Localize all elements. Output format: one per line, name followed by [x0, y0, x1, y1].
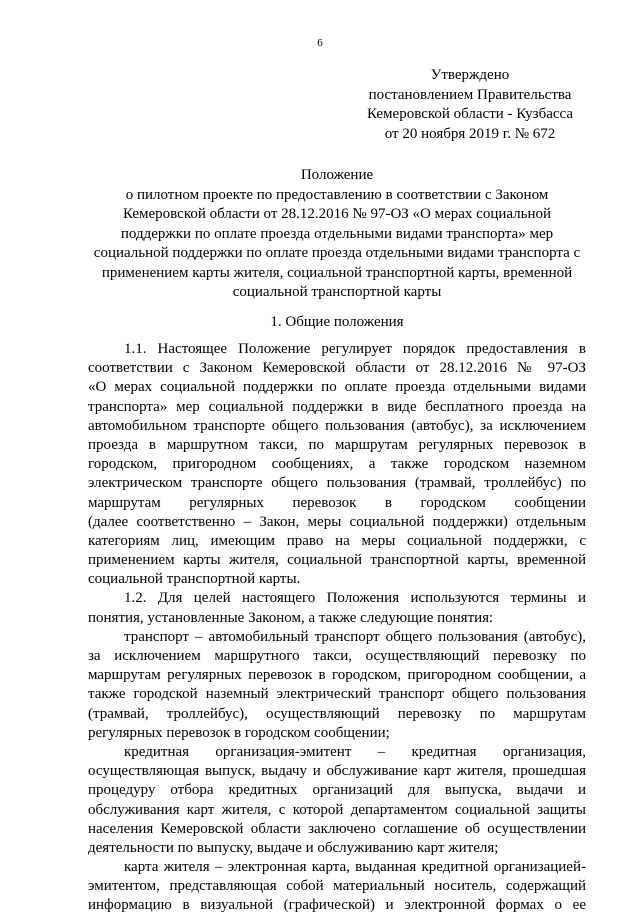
paragraph-line: автомобильном транспорте общего пользования (автобус), за исключением: [88, 417, 586, 434]
page-number: 6: [317, 37, 323, 49]
paragraph-line: (трамвай, троллейбус), осуществляющий перевозку по маршрутам: [88, 705, 586, 722]
approval-line: Утверждено: [430, 67, 510, 83]
paragraph: [88, 628, 586, 743]
paragraph-line: транспорта» мер социальной поддержки в виде бесплатного проезда на: [88, 398, 586, 415]
paragraph-line: понятия, установленные Законом, а также следующие понятия:: [88, 609, 494, 626]
paragraph: [88, 340, 586, 589]
paragraph-line: городском, пригородном сообщениях, а также городском наземном: [88, 456, 586, 473]
title-line: Положение: [300, 167, 374, 183]
paragraph-line: населения Кемеровской области заключено соглашение об осуществлении: [88, 820, 586, 837]
document-title: [88, 166, 586, 303]
paragraph-line: также городской наземный электрический транспорт общего пользования: [88, 686, 586, 703]
approval-stamp: [340, 66, 600, 144]
paragraph-line: регулярных перевозок в городском сообщении;: [88, 724, 390, 741]
paragraph-line: эмитентом, представляющая собой материальный носитель, содержащий: [88, 878, 586, 895]
paragraph-line: обслуживания карт жителя, с которой департаментом социальной защиты: [88, 801, 586, 818]
paragraph: [88, 858, 586, 916]
paragraph-line: маршрутам регулярных перевозок в городском, пригородном сообщении, а: [88, 667, 586, 684]
paragraph-line: (далее соответственно – Закон, меры социальной поддержки) отдельным: [88, 513, 586, 530]
paragraph-line: за исключением маршрутного такси, осуществляющий перевозку по: [88, 648, 586, 664]
approval-line: от 20 ноября 2019 г. № 672: [384, 125, 556, 142]
paragraph-line: информацию в визуальной (графической) и электронной формах о ее: [88, 897, 586, 914]
paragraph-line: осуществляющая выпуск, выдачу и обслуживание карт жителя, прошедшая: [88, 763, 586, 780]
paragraph-line: карта жителя – электронная карта, выданная кредитной организацией-: [124, 859, 586, 876]
title-line: социальной транспортной карты: [232, 284, 442, 300]
paragraph-line: кредитная организация-эмитент – кредитная организация,: [124, 743, 586, 760]
paragraph-line: процедуру отбора кредитных организаций для выпуска, выдачи и: [88, 782, 586, 799]
title-line: поддержки по оплате проезда отдельными видами транспорта» мер: [120, 225, 554, 242]
title-line: о пилотном проекте по предоставлению в соответствии с Законом: [125, 186, 549, 203]
paragraph-line: категориям лиц, имеющим право на меры социальной поддержки, с: [88, 532, 586, 549]
document-body: [88, 340, 586, 916]
paragraph-line: «О мерах социальной поддержки по оплате проезда отдельными видами: [88, 379, 586, 396]
paragraph-line: социальной транспортной карты.: [88, 571, 301, 588]
paragraph-line: 1.1. Настоящее Положение регулирует порядок предоставления в: [124, 341, 586, 357]
paragraph: [88, 743, 586, 858]
paragraph-line: 1.2. Для целей настоящего Положения используются термины и: [124, 590, 586, 607]
paragraph: [88, 589, 586, 627]
title-line: социальной поддержки по оплате проезда отдельными видами транспорта с: [93, 245, 581, 261]
paragraph-line: применением карты жителя, социальной транспортной карты, временной: [88, 552, 586, 569]
paragraph-line: деятельности по выпуску, выдаче и обслуживанию карт жителя;: [88, 839, 499, 856]
section-heading: 1. Общие положения: [270, 314, 404, 330]
paragraph-line: электрическом транспорте общего пользования (трамвай, троллейбус) по: [88, 475, 586, 492]
paragraph-line: маршрутам регулярных перевозок в городском сообщении: [88, 494, 586, 511]
paragraph-line: транспорт – автомобильный транспорт общего пользования (автобус),: [124, 628, 586, 645]
paragraph-line: проезда в маршрутном такси, по маршрутам регулярных перевозок в: [88, 436, 586, 453]
title-line: Кемеровской области от 28.12.2016 № 97-ОЗ «О мерах социальной: [122, 206, 552, 222]
approval-line: постановлением Правительства: [368, 86, 572, 103]
approval-line: Кемеровской области - Кузбасса: [366, 106, 574, 122]
paragraph-line: соответствии с Законом Кемеровской области от 28.12.2016 № 97-ОЗ: [88, 360, 586, 377]
title-line: применением карты жителя, социальной транспортной карты, временной: [101, 264, 573, 281]
